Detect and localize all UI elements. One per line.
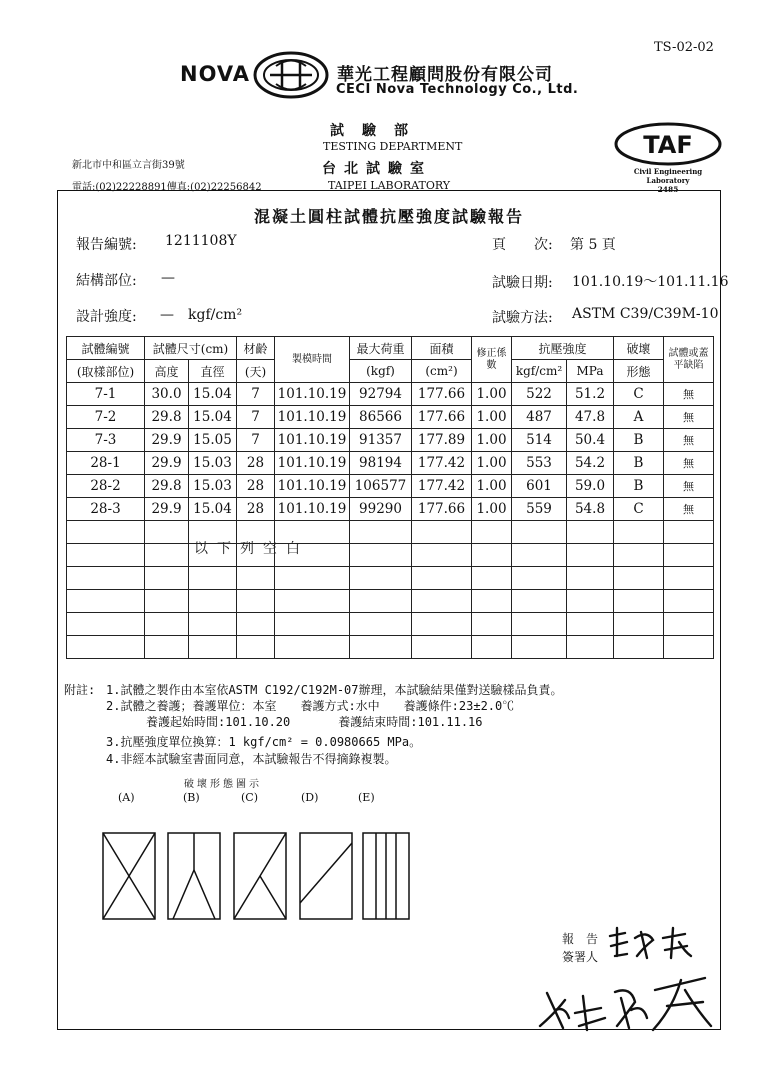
cell-factor: 1.00 — [472, 383, 512, 406]
header-strength-mpa: MPa — [567, 360, 614, 383]
empty-cell — [189, 613, 237, 636]
cell-defect: 無 — [664, 498, 714, 521]
empty-cell — [350, 544, 412, 567]
ceci-logo-icon — [252, 50, 330, 100]
cell-load: 92794 — [350, 383, 412, 406]
lab-contact: 電話:(02)22228891傳真:(02)22256842 — [72, 182, 262, 193]
cell-id: 28-1 — [67, 452, 145, 475]
table-row — [67, 406, 714, 429]
brand-logo-text: NOVA — [180, 62, 250, 86]
cell-age: 7 — [237, 429, 275, 452]
fracture-type-d-icon — [300, 833, 352, 919]
company-name-zh: 華光工程顧問股份有限公司 — [337, 65, 553, 85]
cell-defect: 無 — [664, 383, 714, 406]
empty-cell — [664, 613, 714, 636]
empty-cell — [412, 521, 472, 544]
cell-id: 7-3 — [67, 429, 145, 452]
cell-area: 177.42 — [412, 475, 472, 498]
empty-cell — [412, 567, 472, 590]
cell-type: C — [614, 383, 664, 406]
cell-height: 29.9 — [145, 452, 189, 475]
taf-number: 2485 — [657, 185, 679, 194]
cell-factor: 1.00 — [472, 429, 512, 452]
taf-line-2: Laboratory — [646, 176, 690, 185]
empty-cell — [350, 567, 412, 590]
form-code: TS-02-02 — [654, 40, 714, 55]
header-specimen-id: 試體編號 — [67, 337, 145, 360]
empty-table-row — [67, 521, 714, 544]
cell-defect: 無 — [664, 452, 714, 475]
lab-address: 新北市中和區立言街39號 — [72, 160, 185, 171]
note-2-curing: 2.試體之養護；養護單位：本室 養護方式:水中 養護條件:23±2.0℃ — [106, 699, 515, 713]
empty-cell — [275, 590, 350, 613]
cell-kgf: 522 — [512, 383, 567, 406]
note-4-copyright: 4.非經本試驗室書面同意，本試驗報告不得摘錄複製。 — [106, 752, 397, 766]
empty-cell — [567, 590, 614, 613]
results-table — [66, 336, 714, 659]
cell-id: 28-3 — [67, 498, 145, 521]
cell-load: 106577 — [350, 475, 412, 498]
cell-height: 29.9 — [145, 429, 189, 452]
blank-below-note: 以下列空白 — [194, 541, 309, 557]
empty-table-row — [67, 567, 714, 590]
notes-label: 附註: — [64, 683, 96, 697]
empty-table-row — [67, 636, 714, 659]
empty-table-row — [67, 590, 714, 613]
cell-diameter: 15.04 — [189, 498, 237, 521]
empty-cell — [189, 590, 237, 613]
header-strength-kgf: kgf/cm² — [512, 360, 567, 383]
fracture-type-b-icon — [168, 833, 220, 919]
cell-kgf: 514 — [512, 429, 567, 452]
empty-cell — [412, 636, 472, 659]
fracture-label-a: (A) — [118, 791, 135, 804]
cell-kgf: 487 — [512, 406, 567, 429]
cell-defect: 無 — [664, 475, 714, 498]
empty-cell — [145, 636, 189, 659]
header-defect: 試體或蓋平缺陷 — [664, 337, 714, 383]
signer-label-line-2: 簽署人 — [562, 950, 599, 964]
empty-cell — [350, 590, 412, 613]
cell-cast: 101.10.19 — [275, 429, 350, 452]
note-2-curing-time: 養護起始時間:101.10.20 養護結束時間:101.11.16 — [146, 715, 483, 729]
cell-factor: 1.00 — [472, 475, 512, 498]
cell-cast: 101.10.19 — [275, 498, 350, 521]
empty-cell — [145, 521, 189, 544]
cell-diameter: 15.04 — [189, 406, 237, 429]
empty-cell — [614, 636, 664, 659]
fracture-type-c-icon — [234, 833, 286, 919]
empty-cell — [614, 590, 664, 613]
structure-part-label: 結構部位: — [76, 273, 137, 289]
taf-mark: TAF — [643, 131, 693, 159]
fracture-diagram-title: 破壞形態圖示 — [184, 779, 262, 790]
page-value: 第 5 頁 — [570, 237, 616, 253]
empty-cell — [145, 567, 189, 590]
fracture-label-c: (C) — [241, 791, 258, 804]
cell-area: 177.42 — [412, 452, 472, 475]
cell-area: 177.89 — [412, 429, 472, 452]
note-1: 1.試體之製作由本室依ASTM C192/C192M-07辦理，本試驗結果僅對送驗樣品負責。 — [106, 683, 563, 697]
empty-cell — [237, 590, 275, 613]
signer-label-line-1: 報 告 — [562, 932, 599, 946]
cell-load: 91357 — [350, 429, 412, 452]
header-fracture-form: 形態 — [614, 360, 664, 383]
empty-cell — [512, 613, 567, 636]
empty-cell — [664, 544, 714, 567]
cell-cast: 101.10.19 — [275, 383, 350, 406]
empty-table-row — [67, 544, 714, 567]
empty-cell — [67, 567, 145, 590]
empty-cell — [512, 544, 567, 567]
empty-cell — [472, 544, 512, 567]
cell-defect: 無 — [664, 429, 714, 452]
empty-cell — [472, 590, 512, 613]
cell-id: 7-2 — [67, 406, 145, 429]
header-compressive-strength: 抗壓強度 — [512, 337, 614, 360]
handwritten-signature-icon — [535, 918, 720, 1036]
cell-kgf: 553 — [512, 452, 567, 475]
empty-cell — [237, 636, 275, 659]
department-en: TESTING DEPARTMENT — [323, 140, 463, 153]
empty-cell — [614, 521, 664, 544]
empty-cell — [145, 613, 189, 636]
cell-defect: 無 — [664, 406, 714, 429]
empty-cell — [412, 544, 472, 567]
table-row — [67, 498, 714, 521]
cell-mpa: 50.4 — [567, 429, 614, 452]
cell-age: 28 — [237, 452, 275, 475]
header-correction-factor: 修正係數 — [472, 337, 512, 383]
cell-age: 28 — [237, 498, 275, 521]
cell-kgf: 559 — [512, 498, 567, 521]
cell-mpa: 47.8 — [567, 406, 614, 429]
header-area: 面積 — [412, 337, 472, 360]
laboratory-en: TAIPEI LABORATORY — [328, 179, 451, 192]
empty-cell — [512, 521, 567, 544]
cell-mpa: 54.2 — [567, 452, 614, 475]
taf-accreditation-logo-icon — [613, 122, 723, 194]
cell-diameter: 15.05 — [189, 429, 237, 452]
cell-id: 7-1 — [67, 383, 145, 406]
header-fracture-type: 破壞 — [614, 337, 664, 360]
test-method-label: 試驗方法: — [492, 310, 553, 326]
table-row — [67, 383, 714, 406]
cell-diameter: 15.04 — [189, 383, 237, 406]
cell-type: C — [614, 498, 664, 521]
empty-cell — [412, 590, 472, 613]
empty-cell — [567, 636, 614, 659]
cell-age: 7 — [237, 383, 275, 406]
cell-load: 98194 — [350, 452, 412, 475]
header-age: 材齡 — [237, 337, 275, 360]
design-strength-label: 設計強度: — [76, 309, 137, 325]
cell-height: 29.9 — [145, 498, 189, 521]
table-subheader-row — [67, 360, 714, 383]
cell-factor: 1.00 — [472, 452, 512, 475]
header-max-load-unit: (kgf) — [350, 360, 412, 383]
header-height: 高度 — [145, 360, 189, 383]
table-row — [67, 475, 714, 498]
empty-cell — [67, 590, 145, 613]
fracture-label-d: (D) — [301, 791, 319, 804]
fracture-label-e: (E) — [358, 791, 375, 804]
empty-cell — [512, 567, 567, 590]
header-diameter: 直徑 — [189, 360, 237, 383]
cell-factor: 1.00 — [472, 498, 512, 521]
report-no-value: 1211108Y — [165, 233, 237, 249]
header-area-unit: (cm²) — [412, 360, 472, 383]
empty-cell — [67, 636, 145, 659]
cell-type: B — [614, 429, 664, 452]
cell-load: 99290 — [350, 498, 412, 521]
cell-type: B — [614, 452, 664, 475]
empty-cell — [67, 521, 145, 544]
empty-cell — [567, 521, 614, 544]
empty-cell — [412, 613, 472, 636]
cell-kgf: 601 — [512, 475, 567, 498]
empty-cell — [614, 544, 664, 567]
empty-cell — [472, 567, 512, 590]
empty-cell — [275, 636, 350, 659]
cell-area: 177.66 — [412, 383, 472, 406]
laboratory-zh: 台北試驗室 — [322, 161, 432, 177]
fracture-type-e-icon — [363, 833, 409, 919]
cell-type: A — [614, 406, 664, 429]
empty-cell — [189, 567, 237, 590]
department-zh: 試驗部 — [330, 123, 426, 139]
structure-part-value: — — [161, 270, 175, 286]
empty-cell — [237, 613, 275, 636]
empty-cell — [350, 521, 412, 544]
company-name-en: CECI Nova Technology Co., Ltd. — [336, 82, 579, 97]
empty-cell — [67, 544, 145, 567]
empty-cell — [275, 567, 350, 590]
header-cast-time: 製模時間 — [275, 337, 350, 383]
note-3-unit-conversion: 3.抗壓強度單位換算：1 kgf/cm² = 0.0980665 MPa。 — [106, 735, 422, 749]
empty-cell — [145, 544, 189, 567]
page-label: 頁 次: — [492, 237, 553, 253]
empty-cell — [350, 613, 412, 636]
table-row — [67, 429, 714, 452]
cell-diameter: 15.03 — [189, 452, 237, 475]
cell-mpa: 51.2 — [567, 383, 614, 406]
report-title: 混凝土圓柱試體抗壓強度試驗報告 — [253, 207, 524, 226]
cell-diameter: 15.03 — [189, 475, 237, 498]
empty-cell — [664, 567, 714, 590]
fracture-type-diagrams — [95, 825, 415, 925]
cell-load: 86566 — [350, 406, 412, 429]
taf-line-1: Civil Engineering — [633, 167, 703, 176]
header-specimen-size: 試體尺寸(cm) — [145, 337, 237, 360]
cell-mpa: 54.8 — [567, 498, 614, 521]
empty-cell — [664, 590, 714, 613]
empty-cell — [67, 613, 145, 636]
fracture-label-b: (B) — [183, 791, 200, 804]
cell-height: 29.8 — [145, 406, 189, 429]
header-sampling-location: (取樣部位) — [67, 360, 145, 383]
empty-cell — [275, 613, 350, 636]
header-age-unit: (天) — [237, 360, 275, 383]
header-max-load: 最大荷重 — [350, 337, 412, 360]
cell-age: 7 — [237, 406, 275, 429]
report-no-label: 報告編號: — [76, 237, 137, 253]
empty-cell — [512, 590, 567, 613]
empty-cell — [614, 613, 664, 636]
cell-type: B — [614, 475, 664, 498]
cell-mpa: 59.0 — [567, 475, 614, 498]
empty-cell — [472, 521, 512, 544]
table-row — [67, 452, 714, 475]
table-header-row — [67, 337, 714, 360]
fracture-type-a-icon — [103, 833, 155, 919]
test-date-value: 101.10.19～101.11.16 — [572, 274, 729, 290]
empty-cell — [567, 613, 614, 636]
empty-cell — [472, 613, 512, 636]
empty-cell — [189, 636, 237, 659]
cell-age: 28 — [237, 475, 275, 498]
empty-cell — [512, 636, 567, 659]
design-strength-value: — kgf/cm² — [160, 307, 243, 323]
cell-cast: 101.10.19 — [275, 475, 350, 498]
empty-cell — [472, 636, 512, 659]
cell-factor: 1.00 — [472, 406, 512, 429]
cell-height: 29.8 — [145, 475, 189, 498]
empty-cell — [664, 636, 714, 659]
empty-cell — [145, 590, 189, 613]
cell-area: 177.66 — [412, 406, 472, 429]
test-method-value: ASTM C39/C39M-10 — [572, 306, 719, 322]
empty-table-row — [67, 613, 714, 636]
empty-cell — [567, 567, 614, 590]
cell-id: 28-2 — [67, 475, 145, 498]
empty-cell — [614, 567, 664, 590]
cell-cast: 101.10.19 — [275, 406, 350, 429]
test-date-label: 試驗日期: — [492, 275, 553, 291]
empty-cell — [664, 521, 714, 544]
empty-cell — [567, 544, 614, 567]
empty-cell — [350, 636, 412, 659]
empty-cell — [237, 567, 275, 590]
cell-height: 30.0 — [145, 383, 189, 406]
cell-area: 177.66 — [412, 498, 472, 521]
cell-cast: 101.10.19 — [275, 452, 350, 475]
